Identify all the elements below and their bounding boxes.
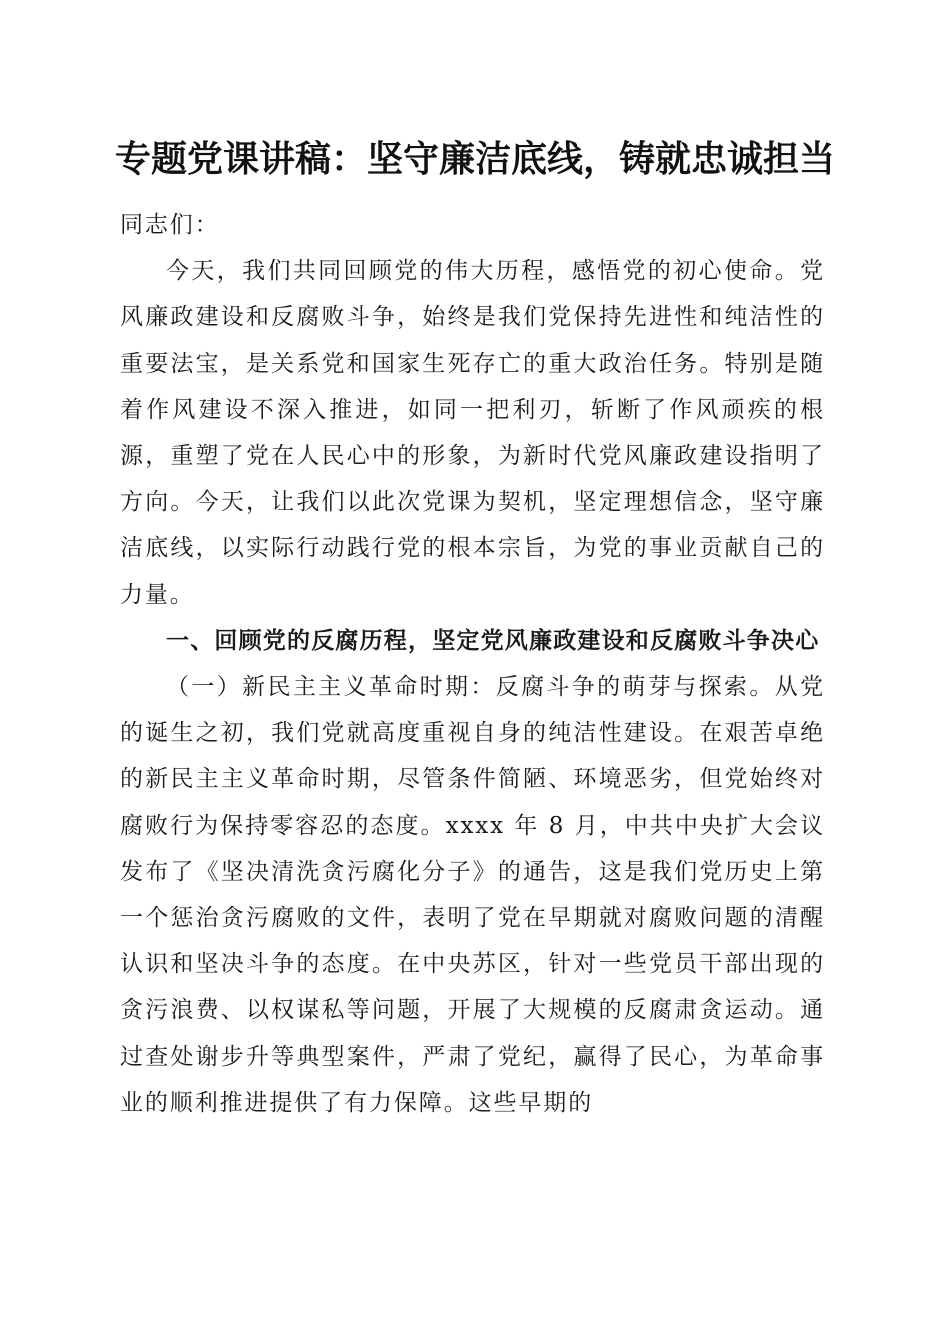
document-title: 专题党课讲稿：坚守廉洁底线，铸就忠诚担当 xyxy=(114,138,835,180)
section-heading: 一、回顾党的反腐历程，坚定党风廉政建设和反腐败斗争决心 xyxy=(166,627,820,654)
salutation: 同志们： xyxy=(120,212,220,238)
document-body xyxy=(120,202,825,1126)
section-paragraph: （一）新民主主义革命时期：反腐斗争的萌芽与探索。从党的诞生之初，我们党就高度重视自身的纯洁性建设。在艰苦卓绝的新民主主义革命时期，尽管条件简陋、环境恶劣，但党始终对腐败行为保持零容忍的态度。xxxx 年 8 月，中共中央扩大会议发布了《坚决清洗贪污腐化分子》的通告，这是我们党历史上第一个惩治贪污腐败的文件，表明了党在早期就对腐败问题的清醒认识和坚决斗争的态度。在中央苏区，针对一些党员干部出现的贪污浪费、以权谋私等问题，开展了大规模的反腐肃贪运动。通过查处谢步升等典型案件，严肃了党纪，赢得了民心，为革命事业的顺利推进提供了有力保障。这些早期的 xyxy=(120,674,825,1116)
intro-paragraph: 今天，我们共同回顾党的伟大历程，感悟党的初心使命。党风廉政建设和反腐败斗争，始终是我们党保持先进性和纯洁性的重要法宝，是关系党和国家生死存亡的重大政治任务。特别是随着作风建设不深入推进，如同一把利刃，斩断了作风顽疾的根源，重塑了党在人民心中的形象，为新时代党风廉政建设指明了方向。今天，让我们以此次党课为契机，坚定理想信念，坚守廉洁底线，以实际行动践行党的根本宗旨，为党的事业贡献自己的力量。 xyxy=(120,258,825,608)
